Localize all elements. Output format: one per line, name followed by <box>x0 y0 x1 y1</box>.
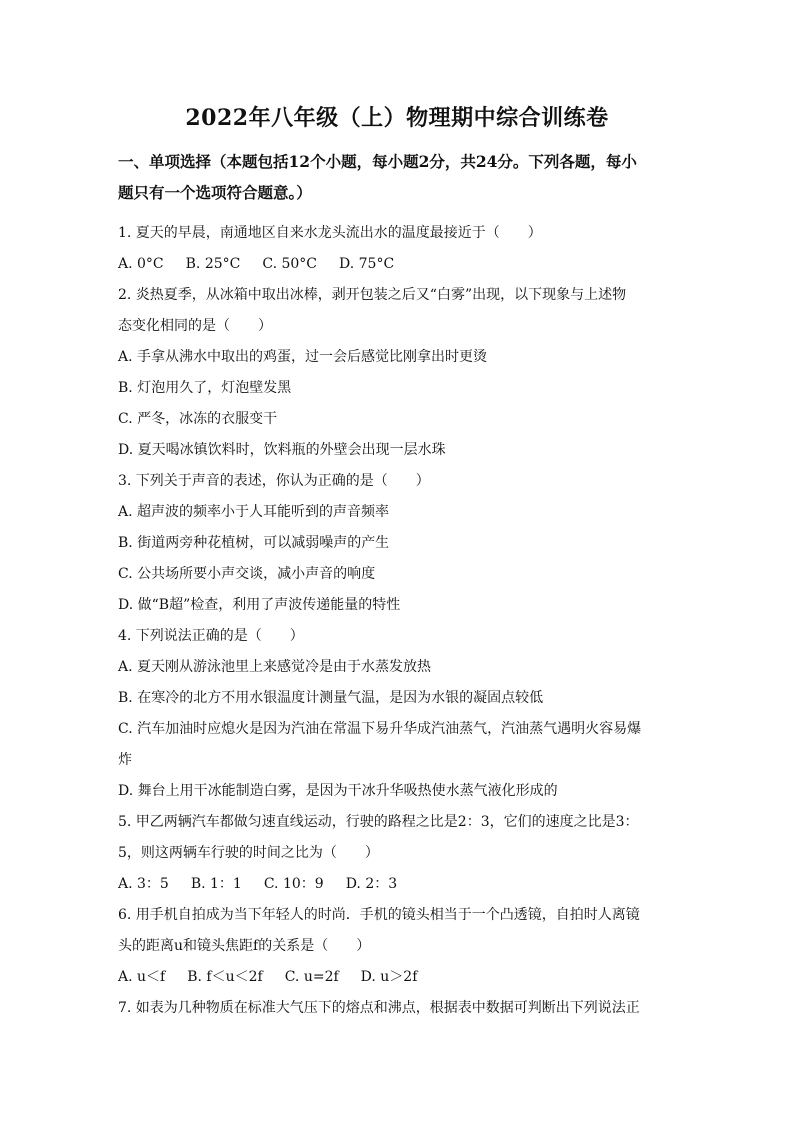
option-d: D. 舞台上用干冰能制造白雾，是因为干冰升华吸热使水蒸气液化形成的 <box>118 783 558 799</box>
option-c: C. 汽车加油时应熄火是因为汽油在常温下易升华成汽油蒸气，汽油蒸气遇明火容易爆 <box>118 721 642 737</box>
question-5-stem-cont: 5，则这两辆车行驶的时间之比为（ ） <box>118 845 379 861</box>
option-c: C. 10：9 <box>263 876 324 892</box>
option-b: B. 在寒冷的北方不用水银温度计测量气温，是因为水银的凝固点较低 <box>118 690 544 706</box>
section-heading-line: 一、单项选择（本题包括12个小题，每小题2分，共24分。下列各题，每小 <box>118 152 637 171</box>
page-title: 2022年八年级（上）物理期中综合训练卷 <box>185 105 609 131</box>
question-2-stem-cont: 态变化相同的是（ ） <box>118 318 272 334</box>
question-7-stem: 7. 如表为几种物质在标准大气压下的熔点和沸点，根据表中数据可判断出下列说法正 <box>118 1000 640 1016</box>
section-heading-line: 题只有一个选项符合题意。） <box>118 183 312 202</box>
question-2-stem: 2. 炎热夏季，从冰箱中取出冰棒，剥开包装之后又“白雾”出现，以下现象与上述物 <box>118 287 627 303</box>
option-d: D. u＞2f <box>360 969 418 985</box>
question-list <box>118 218 680 1024</box>
option-c: C. 严冬，冰冻的衣服变干 <box>118 411 278 427</box>
question-4-stem: 4. 下列说法正确的是（ ） <box>118 628 304 644</box>
option-b: B. 1：1 <box>190 876 242 892</box>
question-6-stem-cont: 头的距离u和镜头焦距f的关系是（ ） <box>118 938 371 954</box>
option-b: B. f＜u＜2f <box>187 969 263 985</box>
question-6-stem: 6. 用手机自拍成为当下年轻人的时尚．手机的镜头相当于一个凸透镜，自拍时人离镜 <box>118 907 640 923</box>
option-a: A. 夏天刚从游泳池里上来感觉冷是由于水蒸发放热 <box>118 659 432 675</box>
option-d: D. 做“B超”检查，利用了声波传递能量的特性 <box>118 597 401 613</box>
option-a: A. 超声波的频率小于人耳能听到的声音频率 <box>118 504 390 520</box>
question-1-options <box>118 249 680 280</box>
option-c-cont: 炸 <box>118 752 132 768</box>
option-b: B. 街道两旁种花植树，可以减弱噪声的产生 <box>118 535 390 551</box>
option-b: B. 灯泡用久了，灯泡壁发黑 <box>118 380 292 396</box>
option-a: A. 手拿从沸水中取出的鸡蛋，过一会后感觉比刚拿出时更烫 <box>118 349 488 365</box>
option-c: C. 公共场所要小声交谈，减小声音的响度 <box>118 566 376 582</box>
option-b: B. 25°C <box>185 256 241 272</box>
question-3-stem: 3. 下列关于声音的表述，你认为正确的是（ ） <box>118 473 430 489</box>
option-c: C. 50°C <box>262 256 317 272</box>
option-d: D. 2：3 <box>345 876 398 892</box>
option-d: D. 75°C <box>339 256 395 272</box>
option-c: C. u=2f <box>284 969 339 985</box>
question-5-options <box>118 869 680 900</box>
option-a: A. u＜f <box>118 969 166 985</box>
option-a: A. 3：5 <box>118 876 169 892</box>
option-d: D. 夏天喝冰镇饮料时，饮料瓶的外壁会出现一层水珠 <box>118 442 446 458</box>
question-6-options <box>118 962 680 993</box>
question-5-stem: 5. 甲乙两辆汽车都做匀速直线运动，行驶的路程之比是2：3，它们的速度之比是3： <box>118 814 639 830</box>
section-heading <box>118 146 678 208</box>
question-1-stem: 1. 夏天的早晨，南通地区自来水龙头流出水的温度最接近于（ ） <box>118 225 542 241</box>
option-a: A. 0°C <box>118 256 164 272</box>
